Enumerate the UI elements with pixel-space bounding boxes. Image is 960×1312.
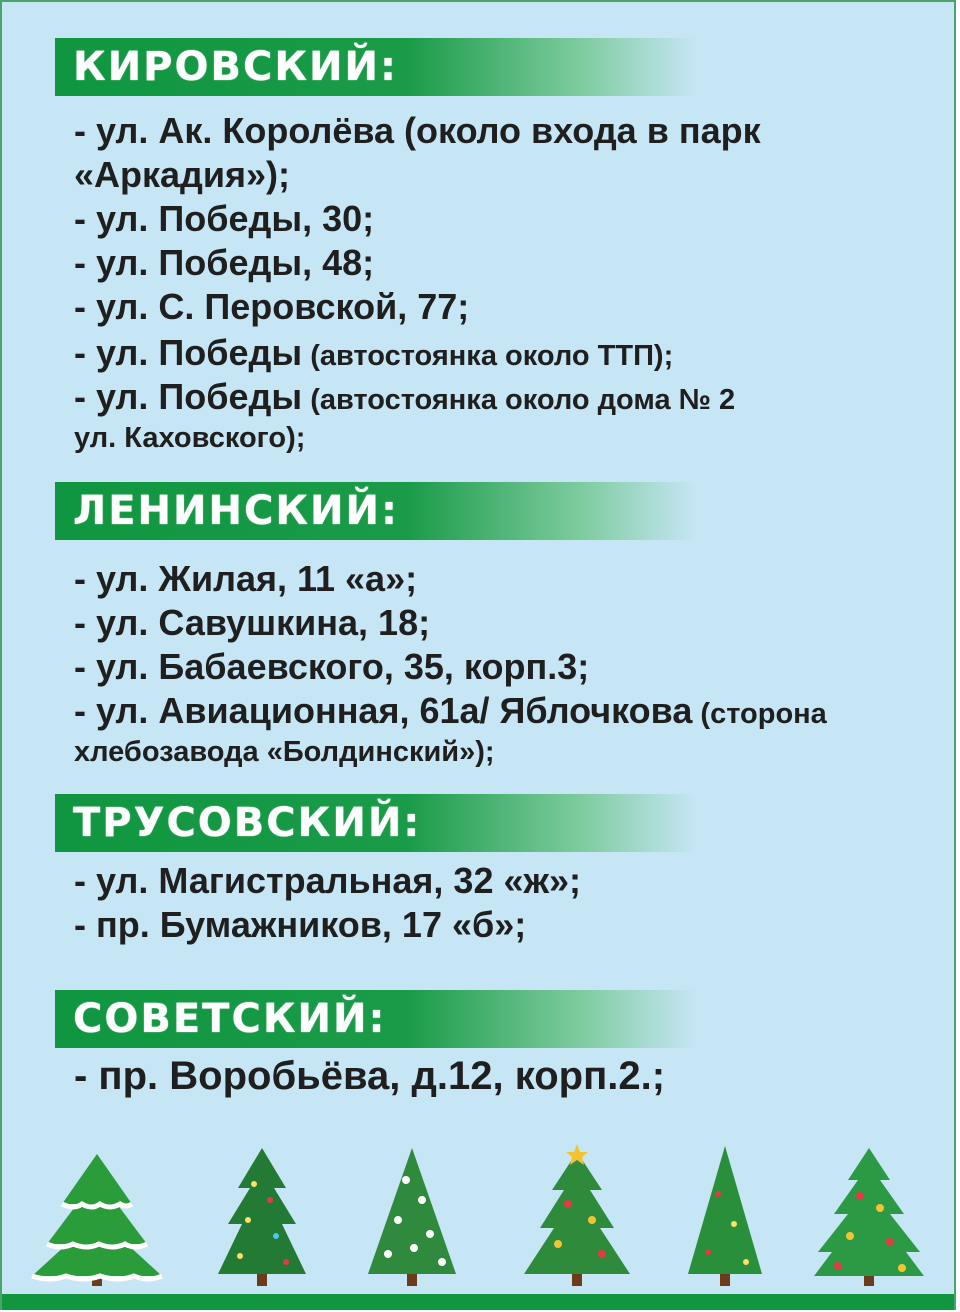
christmas-tree-icon — [218, 1148, 306, 1286]
district-title: ТРУСОВСКИЙ: — [73, 800, 422, 846]
address-note: (сторона — [692, 698, 827, 730]
address-line — [74, 376, 735, 418]
address-line: - ул. Победы, 48; — [74, 242, 375, 283]
christmas-tree-icon — [368, 1148, 456, 1286]
christmas-tree-icon — [32, 1154, 162, 1286]
christmas-tree-icon — [688, 1146, 762, 1286]
address-line — [74, 332, 673, 374]
christmas-tree-icon — [814, 1148, 924, 1286]
district-header-kirovsky — [55, 38, 695, 96]
address-line — [74, 690, 827, 732]
address-note: (автостоянка около дома № 2 — [302, 384, 736, 416]
address-line: ул. Каховского); — [74, 422, 306, 454]
district-header-leninsky — [55, 482, 695, 540]
district-title: СОВЕТСКИЙ: — [73, 996, 387, 1042]
address-main: - ул. Победы — [74, 376, 303, 417]
address-main: - ул. Авиационная, 61а/ Яблочкова — [74, 690, 693, 731]
address-line: хлебозавода «Болдинский»); — [74, 736, 495, 768]
address-line: - пр. Воробьёва, д.12, корп.2.; — [74, 1054, 666, 1098]
bottom-bar — [2, 1294, 954, 1310]
district-title: КИРОВСКИЙ: — [73, 44, 398, 90]
address-line: - ул. Магистральная, 32 «ж»; — [74, 860, 582, 901]
address-line: - ул. Ак. Королёва (около входа в парк — [74, 110, 761, 151]
address-line: - ул. Победы, 30; — [74, 198, 375, 239]
district-header-sovetsky — [55, 990, 695, 1048]
address-line: - ул. Савушкина, 18; — [74, 602, 431, 643]
address-line: - ул. Бабаевского, 35, корп.3; — [74, 646, 590, 687]
address-line: «Аркадия»); — [74, 154, 291, 195]
district-title: ЛЕНИНСКИЙ: — [73, 488, 399, 534]
address-line: - пр. Бумажников, 17 «б»; — [74, 904, 527, 945]
address-main: - ул. Победы — [74, 332, 303, 373]
address-line: - ул. С. Перовской, 77; — [74, 286, 470, 327]
christmas-tree-icon — [524, 1144, 630, 1286]
district-header-trusovsky — [55, 794, 695, 852]
christmas-trees-row — [2, 1144, 956, 1294]
address-line: - ул. Жилая, 11 «а»; — [74, 558, 418, 599]
address-note: (автостоянка около ТТП); — [302, 340, 674, 372]
